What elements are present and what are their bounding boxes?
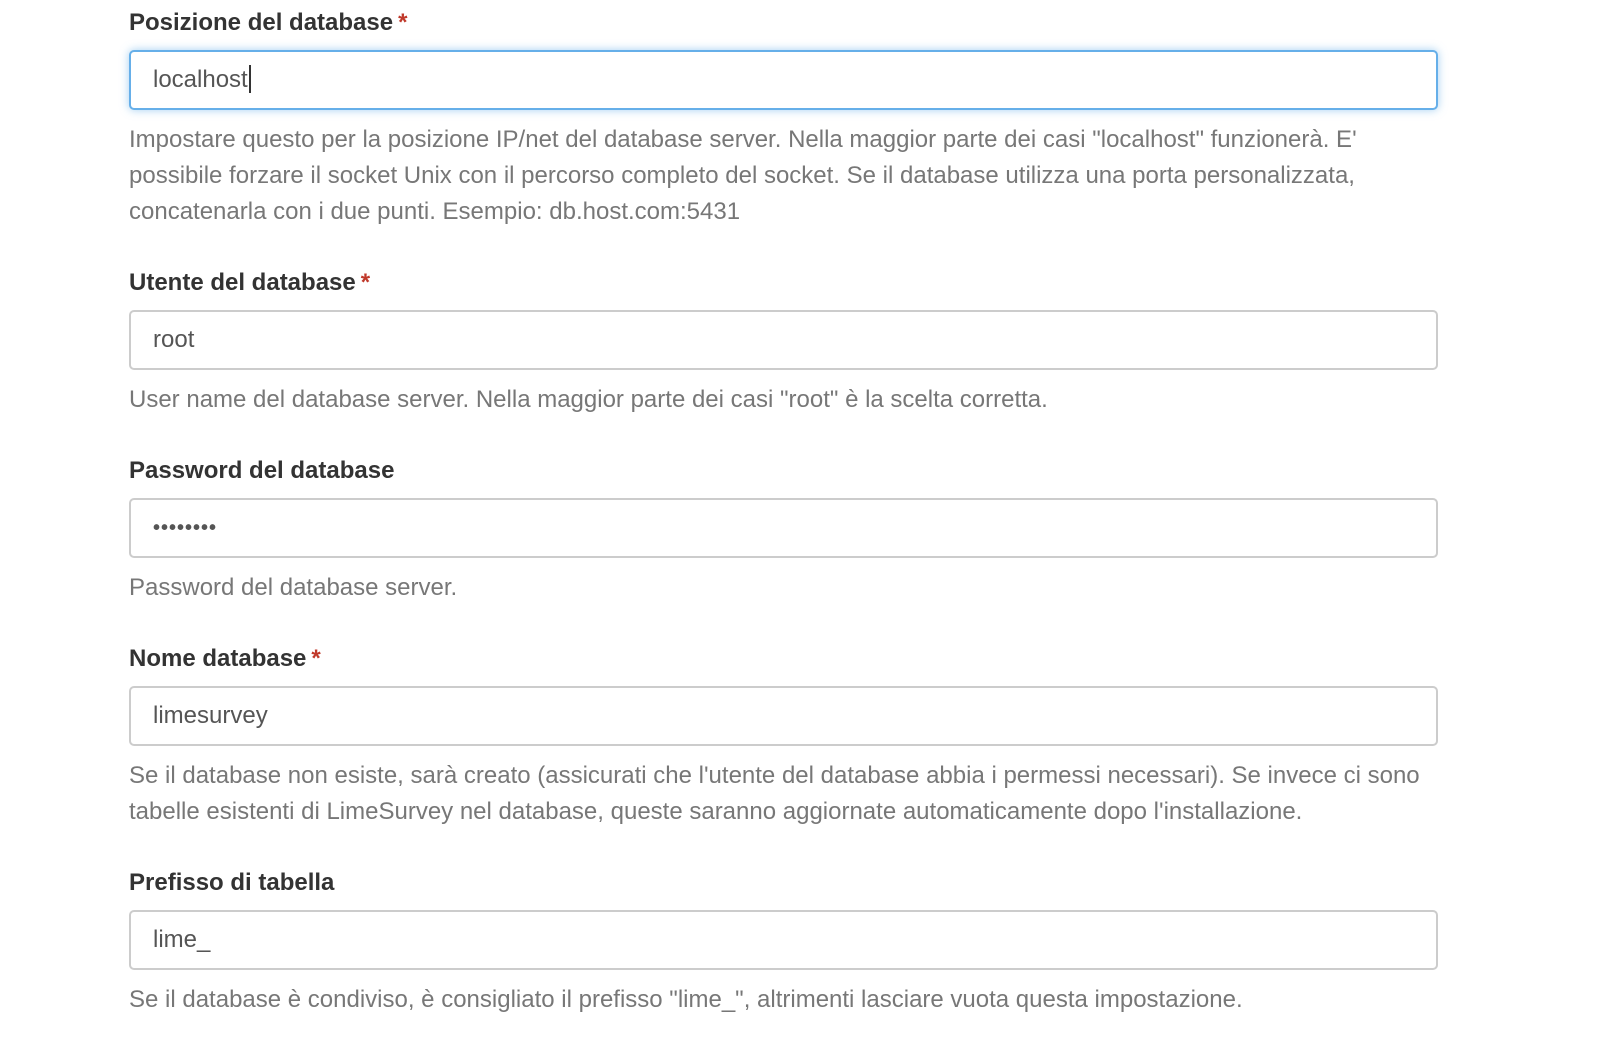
- db-user-value: root: [153, 326, 195, 353]
- table-prefix-input[interactable]: [129, 910, 1438, 970]
- db-name-label: [129, 644, 1438, 674]
- db-password-label-text: Password del database: [129, 457, 395, 484]
- table-prefix-group: [129, 868, 1438, 1018]
- db-location-input[interactable]: [129, 50, 1438, 110]
- db-name-value: limesurvey: [153, 702, 268, 729]
- required-marker: *: [398, 9, 408, 36]
- db-location-label: [129, 8, 1438, 38]
- db-password-help: Password del database server.: [129, 574, 458, 601]
- db-name-group: [129, 644, 1438, 830]
- db-location-value: localhost: [153, 66, 248, 93]
- table-prefix-label-text: Prefisso di tabella: [129, 869, 335, 896]
- db-password-group: [129, 456, 1438, 606]
- required-marker: *: [360, 269, 371, 296]
- db-user-label: [129, 268, 1438, 298]
- db-name-label-text: Nome database: [129, 645, 307, 672]
- required-marker: *: [311, 645, 321, 672]
- db-location-help: Impostare questo per la posizione IP/net del database server. Nella maggior parte dei casi "localhost" funzionerà. E' possibile forzare il socket Unix con il percorso completo del socket. Se il database utilizza una porta personalizzata, concatenarla con i due punti. Esempio: db.host.com:5431: [129, 126, 1357, 225]
- table-prefix-help: Se il database è condiviso, è consigliato il prefisso "lime_", altrimenti lasciare vuota questa impostazione.: [129, 986, 1243, 1013]
- table-prefix-label: [129, 868, 1438, 898]
- table-prefix-value: lime_: [153, 926, 211, 953]
- text-caret: [249, 65, 251, 93]
- db-location-group: [129, 8, 1438, 230]
- db-user-help: User name del database server. Nella maggior parte dei casi "root" è la scelta corretta.: [129, 386, 1048, 413]
- db-user-label-text: Utente del database: [129, 269, 356, 296]
- db-name-input[interactable]: [129, 686, 1438, 746]
- database-config-form: [129, 0, 1438, 1013]
- db-user-input[interactable]: [129, 310, 1438, 370]
- db-password-input[interactable]: [129, 498, 1438, 558]
- db-password-label: [129, 456, 1438, 486]
- db-password-value: ••••••••: [153, 517, 218, 539]
- db-location-label-text: Posizione del database: [129, 9, 394, 36]
- db-user-group: [129, 268, 1438, 418]
- db-name-help: Se il database non esiste, sarà creato (assicurati che l'utente del database abbia i permessi necessari). Se invece ci sono tabelle esistenti di LimeSurvey nel database, queste saranno aggiornate automaticamente dopo l'installazione.: [129, 762, 1420, 825]
